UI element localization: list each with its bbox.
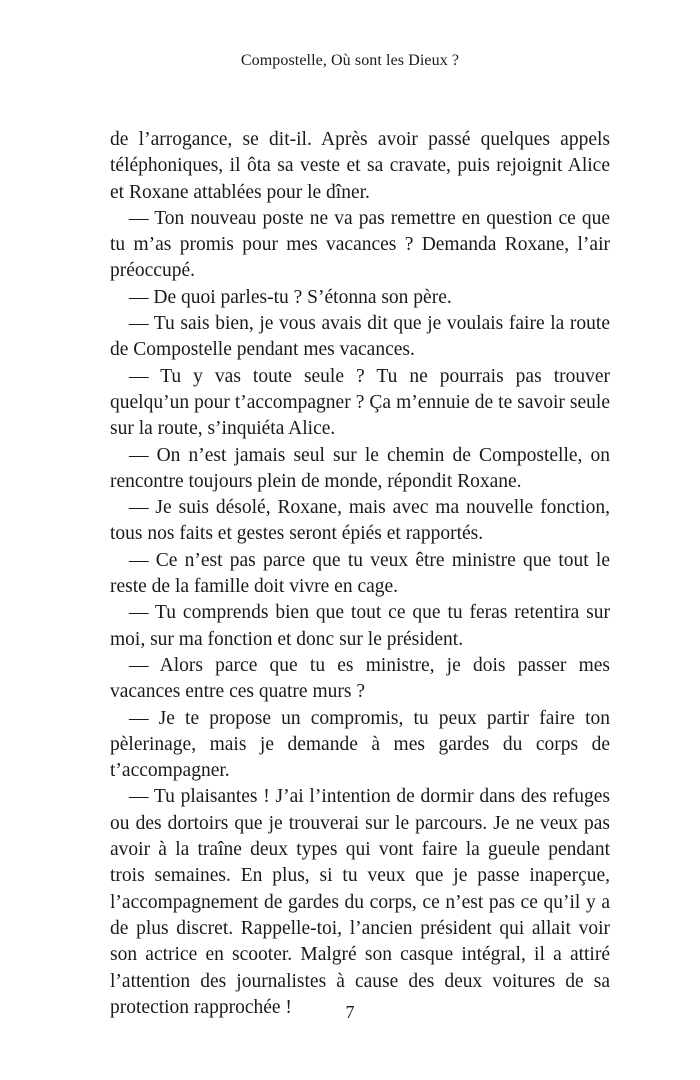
paragraph: — De quoi parles-tu ? S’étonna son père. xyxy=(129,286,452,308)
paragraph: — Tu sais bien, je vous avais dit que je voulais faire la route de Compostelle pendant mes vacances. xyxy=(110,313,610,361)
paragraph: — Je suis désolé, Roxane, mais avec ma nouvelle fonction, tous nos faits et gestes seront épiés et rapportés. xyxy=(110,497,610,545)
body-text xyxy=(110,127,610,1021)
paragraph: — Alors parce que tu es ministre, je dois passer mes vacances entre ces quatre murs ? xyxy=(110,654,610,703)
paragraph: — Ce n’est pas parce que tu veux être ministre que tout le reste de la famille doit vivre en cage. xyxy=(110,549,610,598)
paragraph: — Je te propose un compromis, tu peux partir faire ton pèlerinage, mais je demande à mes gardes du corps de t’accompagner. xyxy=(110,707,610,782)
paragraph: — Tu plaisantes ! J’ai l’intention de dormir dans des refuges ou des dortoirs que je trouverai sur le parcours. Je ne veux pas avoir à la traîne deux types qui vont faire la gueule pendant trois semaines. En plus, si tu veux que je passe inaperçue, l’accompagnement de gardes du corps, ce n’est pas ce qu’il y a de plus discret. Rappelle-toi, l’ancien président qui allait voir son actrice en scooter. Malgré son casque intégral, il a attiré l’attention des journalistes à cause des deux voitures de sa protection rapprochée ! xyxy=(110,786,610,1018)
paragraph: — On n’est jamais seul sur le chemin de Compostelle, on rencontre toujours plein de monde, répondit Roxane. xyxy=(110,444,610,492)
paragraph: de l’arrogance, se dit-il. Après avoir passé quelques appels téléphoniques, il ôta sa veste et sa cravate, puis rejoignit Alice et Roxane attablées pour le dîner. xyxy=(110,129,610,203)
paragraph: — Tu comprends bien que tout ce que tu feras retentira sur moi, sur ma fonction et donc sur le président. xyxy=(110,602,610,650)
paragraph: — Tu y vas toute seule ? Tu ne pourrais pas trouver quelqu’un pour t’accompagner ? Ça m’ennuie de te savoir seule sur la route, s’inquiéta Alice. xyxy=(110,365,610,440)
running-header: Compostelle, Où sont les Dieux ? xyxy=(240,52,460,69)
paragraph: — Ton nouveau poste ne va pas remettre en question ce que tu m’as promis pour mes vacances ? Demanda Roxane, l’air préoccupé. xyxy=(110,207,610,282)
page-number: 7 xyxy=(345,1002,355,1022)
